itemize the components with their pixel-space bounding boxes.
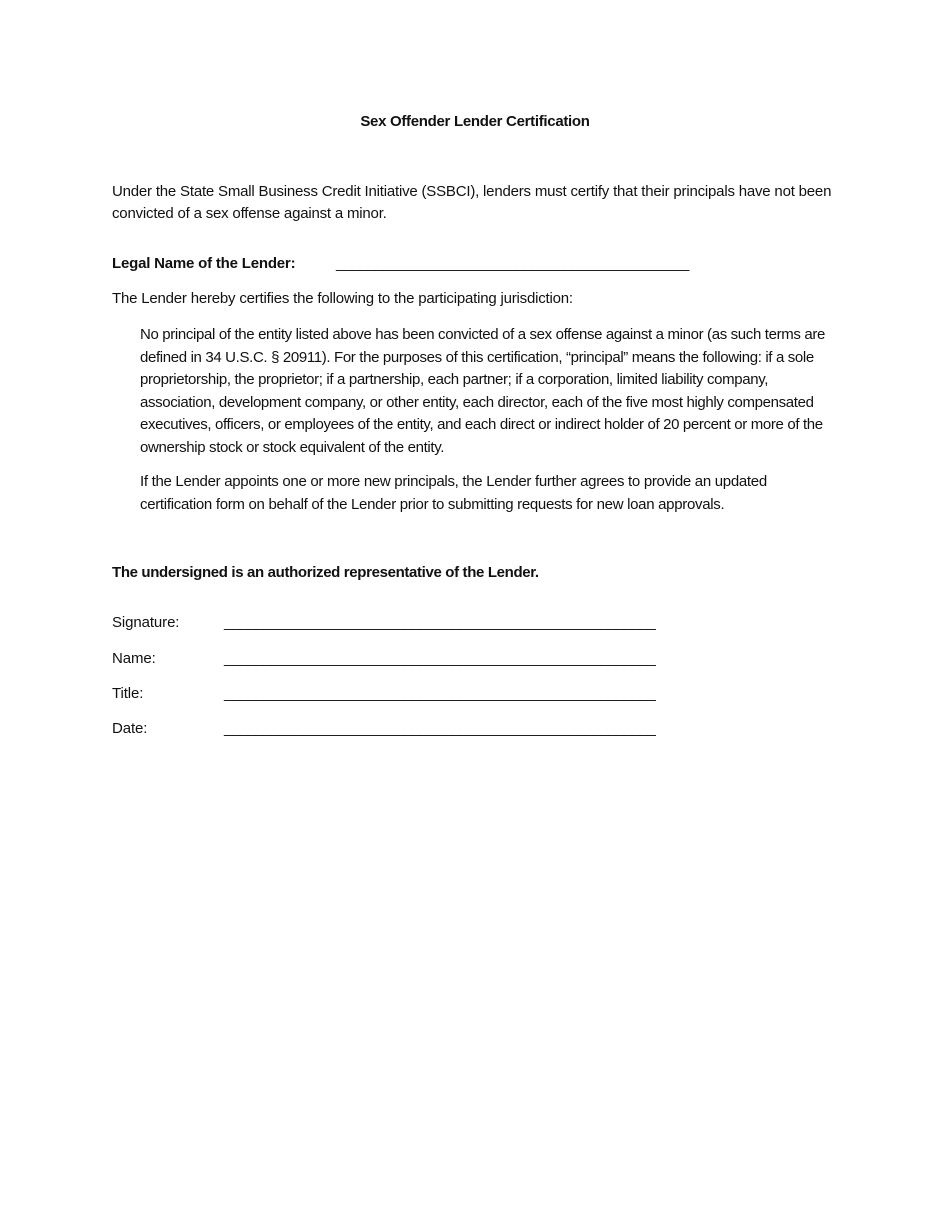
title-blank-line[interactable]: _______________________________________________________ xyxy=(224,685,656,702)
date-label: Date: xyxy=(112,720,148,737)
certification-paragraph-principal: No principal of the entity listed above has been convicted of a sex offense against a minor (as such terms are defined in 34 U.S.C. § 20911). For the purposes of this certification, “principal” means the following: if a sole proprietorship, the proprietor; if a partnership, each partner; if a corporation, limited liability company, association, development company, or other entity, each director, each of the five most highly compensated executives, officers, or employees of the entity, and each direct or indirect holder of 20 percent or more of the ownership stock or stock equivalent of the entity. xyxy=(140,326,825,456)
name-label: Name: xyxy=(112,650,156,667)
certification-lead-text: The Lender hereby certifies the following to the participating jurisdiction: xyxy=(112,290,573,307)
title-field xyxy=(112,685,712,707)
date-blank-line[interactable]: _______________________________________________________ xyxy=(224,720,656,737)
signature-field xyxy=(112,614,712,636)
intro-paragraph: Under the State Small Business Credit Initiative (SSBCI), lenders must certify that their principals have not been convicted of a sex offense against a minor. xyxy=(112,183,832,222)
name-blank-line[interactable]: _______________________________________________________ xyxy=(224,650,656,667)
signature-label: Signature: xyxy=(112,614,180,631)
legal-name-blank-line[interactable]: _____________________________________________ xyxy=(336,255,689,272)
title-label: Title: xyxy=(112,685,144,702)
certification-paragraph-new-principals: If the Lender appoints one or more new principals, the Lender further agrees to provide an updated certification form on behalf of the Lender prior to submitting requests for new loan approvals. xyxy=(140,473,767,513)
name-field xyxy=(112,650,712,672)
legal-name-field xyxy=(112,255,832,277)
legal-name-label: Legal Name of the Lender: xyxy=(112,255,296,272)
document-title: Sex Offender Lender Certification xyxy=(360,113,590,130)
authorized-representative-statement: The undersigned is an authorized representative of the Lender. xyxy=(112,564,539,581)
date-field xyxy=(112,720,712,742)
signature-blank-line[interactable]: _______________________________________________________ xyxy=(224,614,656,631)
